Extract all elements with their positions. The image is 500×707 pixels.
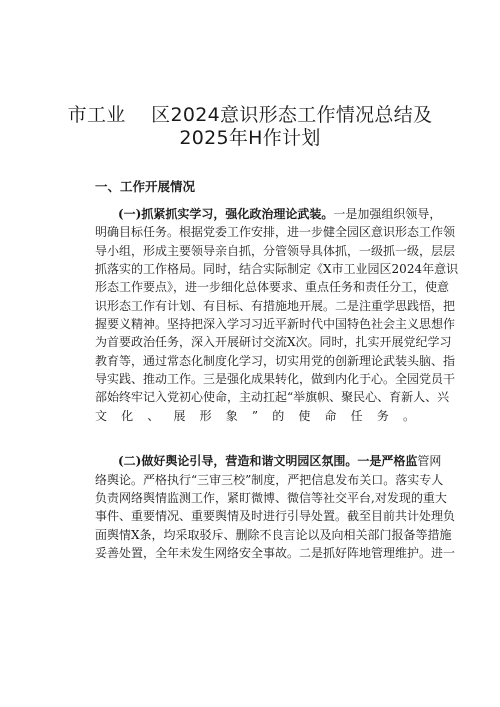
paragraph-text: 一是加强组织领导，	[333, 207, 442, 221]
paragraph-text: 管网	[417, 454, 442, 468]
subheading: (一)抓紧抓实学习，强化政治理论武装。	[118, 207, 334, 221]
paragraph-line: 文化、展形象”的使命任务。	[95, 409, 415, 423]
paragraph-line: 抓落实的工作格局。同时，结合实际制定《X市工业园区2024年意识	[95, 262, 459, 276]
paragraph-line: 妥善处置，全年未发生网络安全事故。二是抓好阵地管理维护。进一	[95, 546, 456, 560]
document-title-line-1: 市工业 区2024意识形态工作情况总结及	[67, 104, 433, 126]
paragraph-line: 络舆论。严格执行“三审三校”制度，严把信息发布关口。落实专人	[95, 473, 444, 487]
section-heading: 一、工作开展情况	[95, 179, 196, 194]
paragraph-line: 识形态工作有计划、有目标、有措施地开展。二是注重学思践悟，把	[95, 299, 456, 313]
paragraph-line: 为首要政治任务，深入开展研讨交流X次。同时，扎实开展党纪学习	[95, 335, 452, 349]
subheading: (二)做好舆论引导，营造和谐文明园区氛围。一是严格监	[118, 454, 418, 468]
paragraph-line: 事件、重要情况、重要舆情及时进行引导处置。截至目前共计处理负	[95, 509, 456, 523]
paragraph-line: 明确目标任务。根据党委工作安排，进一步健全园区意识形态工作领	[95, 225, 456, 239]
paragraph-line: 形态工作要点》，进一步细化总体要求、重点任务和责任分工，使意	[95, 280, 450, 294]
paragraph-line: 导实践、推动工作。三是强化成果转化，做到内化于心。全园党员干	[95, 372, 456, 386]
paragraph-line: 教育等，通过常态化制度化学习，切实用党的创新理论武装头脑、指	[95, 354, 456, 368]
paragraph-line: 面舆情X条，均采取驳斥、删除不良言论以及向相关部门报备等措施	[95, 528, 452, 542]
document-title-line-2: 2025年H作计划	[179, 127, 321, 149]
paragraph-line: 握要义精神。坚持把深入学习习近平新时代中国特色社会主义思想作	[95, 317, 456, 331]
paragraph-line	[118, 452, 442, 470]
paragraph-line	[118, 205, 442, 223]
paragraph-line: 导小组，形成主要领导亲自抓，分管领导具体抓，一级抓一级，层层	[95, 244, 456, 258]
paragraph-line: 部始终牢记入党初心使命，主动扛起“举旗帜、聚民心、育新人、兴	[95, 390, 450, 404]
paragraph-line: 负责网络舆情监测工作，紧盯微博、微信等社交平台,对发现的重大	[95, 491, 447, 505]
